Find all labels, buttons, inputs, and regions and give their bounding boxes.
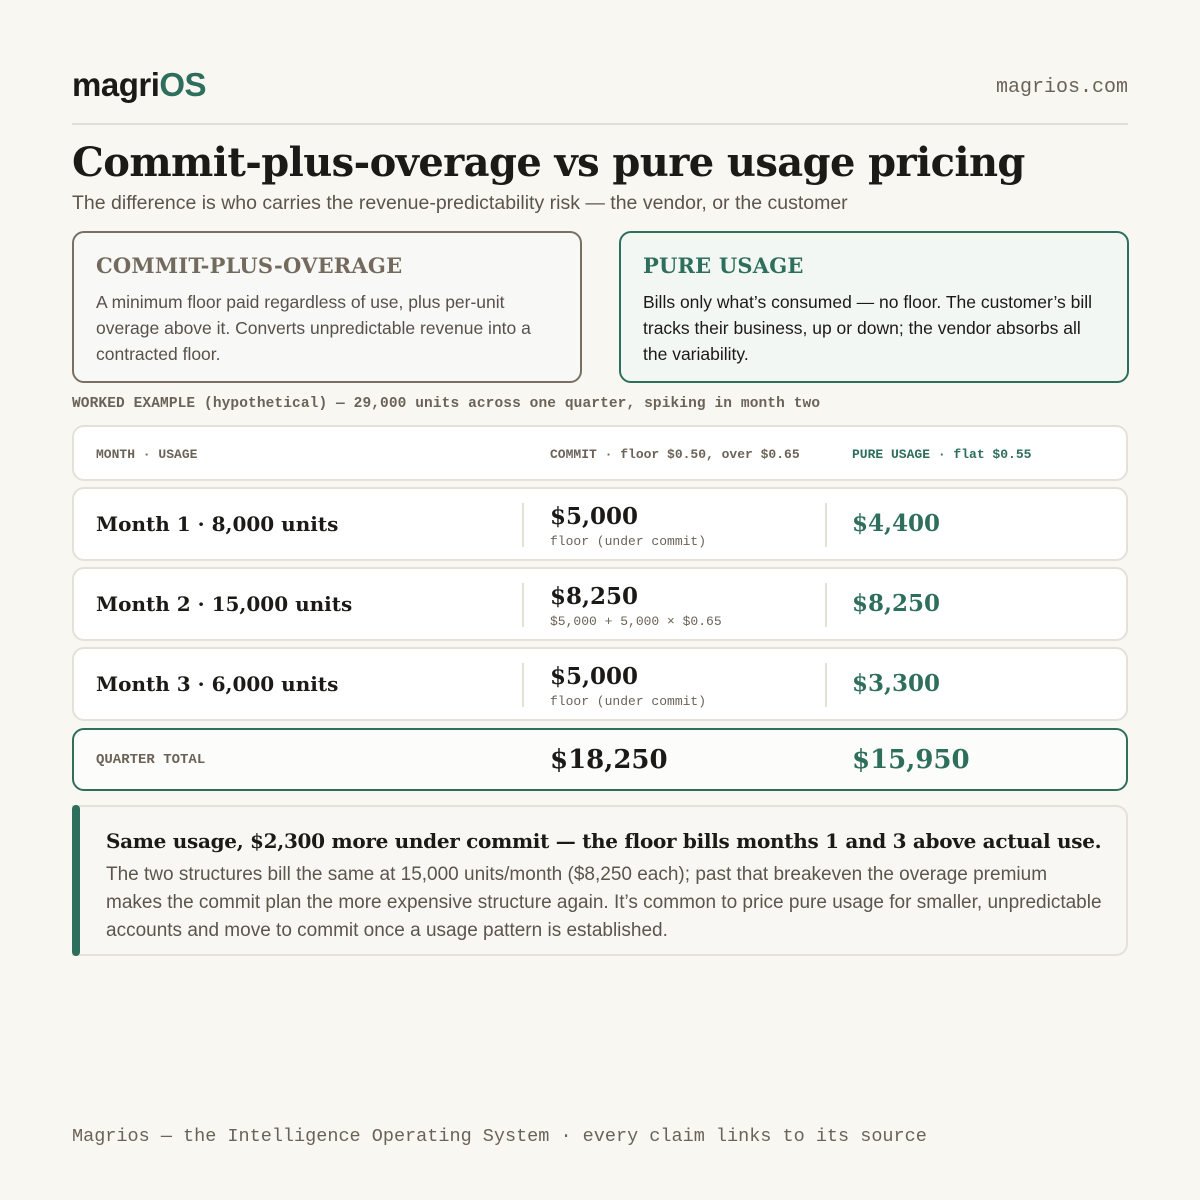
header-usage: PURE USAGE · flat $0.55	[852, 447, 1032, 462]
page-subtitle: The difference is who carries the revenue-predictability risk — the vendor, or the customer	[72, 192, 848, 214]
row-commit	[550, 569, 820, 639]
row-commit	[550, 489, 820, 559]
column-divider	[522, 583, 524, 627]
logo-part-1: magri	[72, 66, 160, 103]
commit-note: floor (under commit)	[550, 694, 707, 709]
table-row	[72, 567, 1128, 641]
total-commit: $18,250	[550, 745, 668, 775]
row-month: Month 1 · 8,000 units	[96, 512, 339, 536]
usage-amount: $3,300	[852, 670, 941, 697]
footer: Magrios — the Intelligence Operating System · every claim links to its source	[72, 1126, 927, 1147]
column-divider	[825, 503, 827, 547]
commit-amount: $8,250	[550, 583, 639, 610]
commit-card-title: COMMIT-PLUS-OVERAGE	[96, 253, 403, 278]
header-month: MONTH · USAGE	[96, 447, 198, 462]
commit-amount: $5,000	[550, 663, 639, 690]
example-label: WORKED EXAMPLE (hypothetical) — 29,000 units across one quarter, spiking in month two	[72, 396, 821, 412]
usage-card	[619, 231, 1129, 383]
usage-amount: $8,250	[852, 590, 941, 617]
column-divider	[825, 663, 827, 707]
column-divider	[522, 663, 524, 707]
total-usage: $15,950	[852, 745, 970, 775]
row-month: Month 3 · 6,000 units	[96, 672, 339, 696]
header-commit: COMMIT · floor $0.50, over $0.65	[550, 447, 800, 462]
callout	[72, 805, 1128, 956]
table-row	[72, 487, 1128, 561]
table-row	[72, 647, 1128, 721]
logo-part-2: OS	[159, 66, 207, 103]
row-month: Month 2 · 15,000 units	[96, 592, 353, 616]
header	[72, 66, 1128, 106]
logo	[72, 66, 206, 104]
site-url: magrios.com	[995, 76, 1128, 99]
commit-amount: $5,000	[550, 503, 639, 530]
page-title: Commit-plus-overage vs pure usage pricing	[72, 139, 1025, 186]
header-divider	[72, 123, 1128, 125]
commit-card-body: A minimum floor paid regardless of use, plus per-unit overage above it. Converts unpredictable revenue into a contracted floor.	[96, 292, 531, 364]
callout-title: Same usage, $2,300 more under commit — the floor bills months 1 and 3 above actual use.	[106, 829, 1102, 853]
usage-card-body: Bills only what’s consumed — no floor. The customer’s bill tracks their business, up or down; the vendor absorbs all the variability.	[643, 292, 1093, 364]
table-total-row	[72, 728, 1128, 791]
page	[72, 0, 1128, 1200]
commit-note: $5,000 + 5,000 × $0.65	[550, 614, 722, 629]
callout-body: The two structures bill the same at 15,000 units/month ($8,250 each); past that breakeven the overage premium makes the commit plan the more expensive structure again. It’s common to price pure usage for smaller, unpredictable accounts and move to commit once a usage pattern is established.	[106, 864, 1102, 941]
column-divider	[522, 503, 524, 547]
row-commit	[550, 649, 820, 719]
total-label: QUARTER TOTAL	[96, 752, 206, 768]
column-divider	[825, 583, 827, 627]
usage-amount: $4,400	[852, 510, 941, 537]
commit-card	[72, 231, 582, 383]
table-header	[72, 425, 1128, 481]
commit-note: floor (under commit)	[550, 534, 707, 549]
usage-card-title: PURE USAGE	[643, 253, 804, 278]
callout-accent-bar	[72, 805, 80, 956]
